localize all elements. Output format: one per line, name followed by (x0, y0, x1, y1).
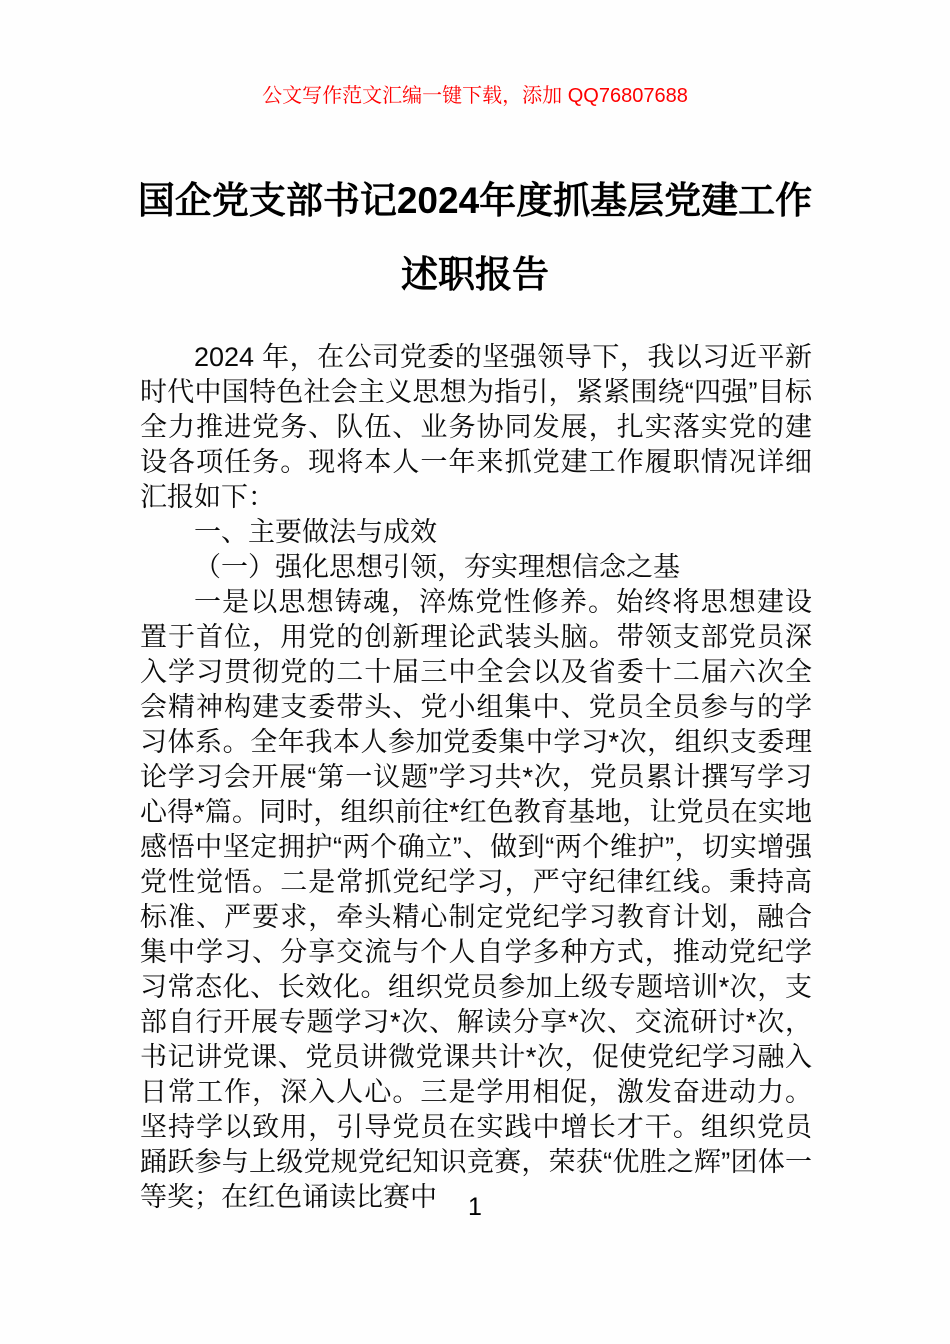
section-heading-sub: （一）强化思想引领，夯实理想信念之基 (194, 552, 680, 582)
title-line-2: 述职报告 (401, 254, 549, 295)
section-heading-main: 一、主要做法与成效 (194, 517, 437, 547)
title-line-1: 国企党支部书记2024年度抓基层党建工作 (137, 180, 813, 221)
promo-banner: 公文写作范文汇编一键下载，添加 QQ76807688 (262, 85, 688, 107)
document-title (90, 164, 860, 312)
page-number: 1 (468, 1193, 482, 1221)
paragraph-intro: 2024 年，在公司党委的坚强领导下，我以习近平新时代中国特色社会主义思想为指引，紧紧围绕“四强”目标全力推进党务、队伍、业务协同发展，扎实落实党的建设各项任务。现将本人一年来抓党建工作履职情况详细汇报如下： (140, 342, 812, 512)
document-body (140, 340, 812, 1215)
paragraph-body: 一是以思想铸魂，淬炼党性修养。始终将思想建设置于首位，用党的创新理论武装头脑。带领支部党员深入学习贯彻党的二十届三中全会以及省委十二届六次全会精神构建支委带头、党小组集中、党员全员参与的学习体系。全年我本人参加党委集中学习*次，组织支委理论学习会开展“第一议题”学习共*次，党员累计撰写学习心得*篇。同时，组织前往*红色教育基地，让党员在实地感悟中坚定拥护“两个确立”、做到“两个维护”，切实增强党性觉悟。二是常抓党纪学习，严守纪律红线。秉持高标准、严要求，牵头精心制定党纪学习教育计划，融合集中学习、分享交流与个人自学多种方式，推动党纪学习常态化、长效化。组织党员参加上级专题培训*次，支部自行开展专题学习*次、解读分享*次、交流研讨*次，书记讲党课、党员讲微党课共计*次，促使党纪学习融入日常工作，深入人心。三是学用相促，激发奋进动力。坚持学以致用，引导党员在实践中增长才干。组织党员踊跃参与上级党规党纪知识竞赛，荣获“优胜之辉”团体一等奖；在红色诵读比赛中 (140, 587, 812, 1212)
